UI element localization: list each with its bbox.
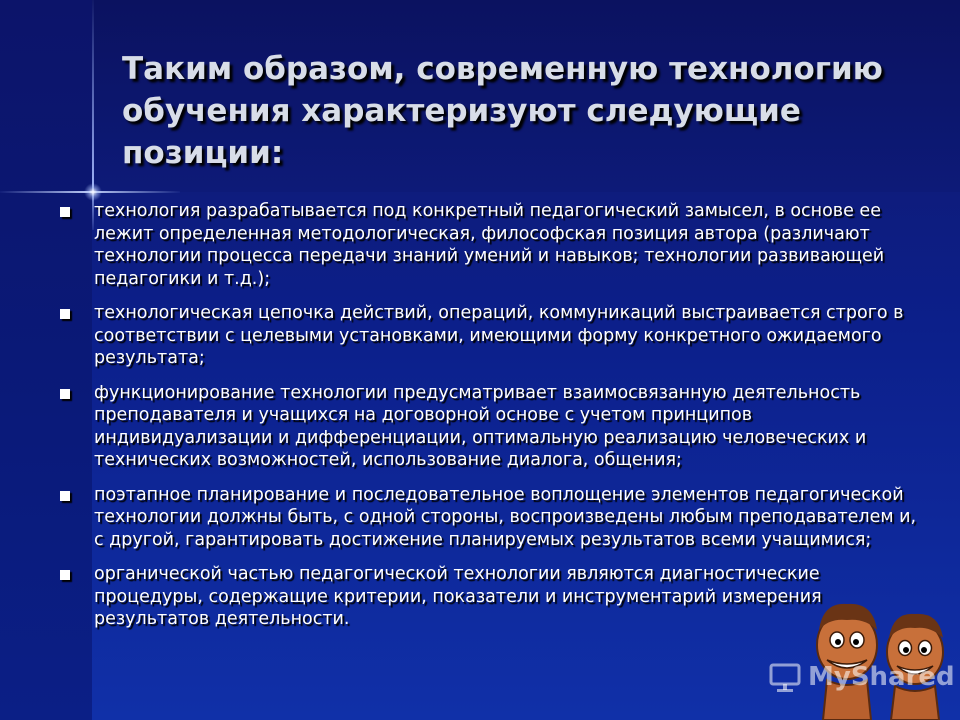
bullet-item — [60, 200, 920, 290]
watermark-text: MyShared — [808, 662, 955, 692]
bullet-item — [60, 563, 920, 631]
square-bullet-icon — [60, 570, 70, 580]
square-bullet-icon — [60, 389, 70, 399]
square-bullet-icon — [60, 309, 70, 319]
bullet-item — [60, 484, 920, 552]
bullet-text: органической частью педагогической технологии являются диагностические процедуры, содержащие критерии, показатели и инструментарий измерения результатов деятельности. — [94, 564, 822, 629]
slide-title: Таким образом, современную технологию обучения характеризуют следующие позиции: — [122, 51, 883, 171]
bullet-list — [60, 200, 920, 643]
square-bullet-icon — [60, 207, 70, 217]
cavemen-illustration — [805, 590, 955, 720]
bullet-item — [60, 302, 920, 370]
presentation-screen-icon — [768, 660, 802, 694]
bullet-text: поэтапное планирование и последовательное воплощение элементов педагогической технологии должны быть, с одной стороны, воспроизведены любым преподавателем и, с другой, гарантировать достижение планируемых результатов всеми учащимися; — [94, 484, 917, 550]
bullet-text: функционирование технологии предусматривает взаимосвязанную деятельность преподавателя и учащихся на договорной основе с учетом принципов индивидуализации и дифференциации, оптимальную реализацию человеческих и технических возможностей, использование диалога, общения; — [94, 382, 867, 470]
square-bullet-icon — [60, 491, 70, 501]
watermark — [768, 657, 955, 697]
light-spark — [84, 183, 102, 201]
bullet-text: технологическая цепочка действий, операций, коммуникаций выстраивается строго в соответствии с целевыми установками, имеющими форму конкретного ожидаемого результата; — [94, 303, 904, 368]
bullet-item — [60, 382, 920, 472]
bullet-text: технология разрабатывается под конкретный педагогический замысел, в основе ее лежит определенная методологическая, философская позиция автора (различают технологии процесса передачи знаний умений и навыков; технологии развивающей педагогики и т.д.); — [94, 201, 885, 289]
